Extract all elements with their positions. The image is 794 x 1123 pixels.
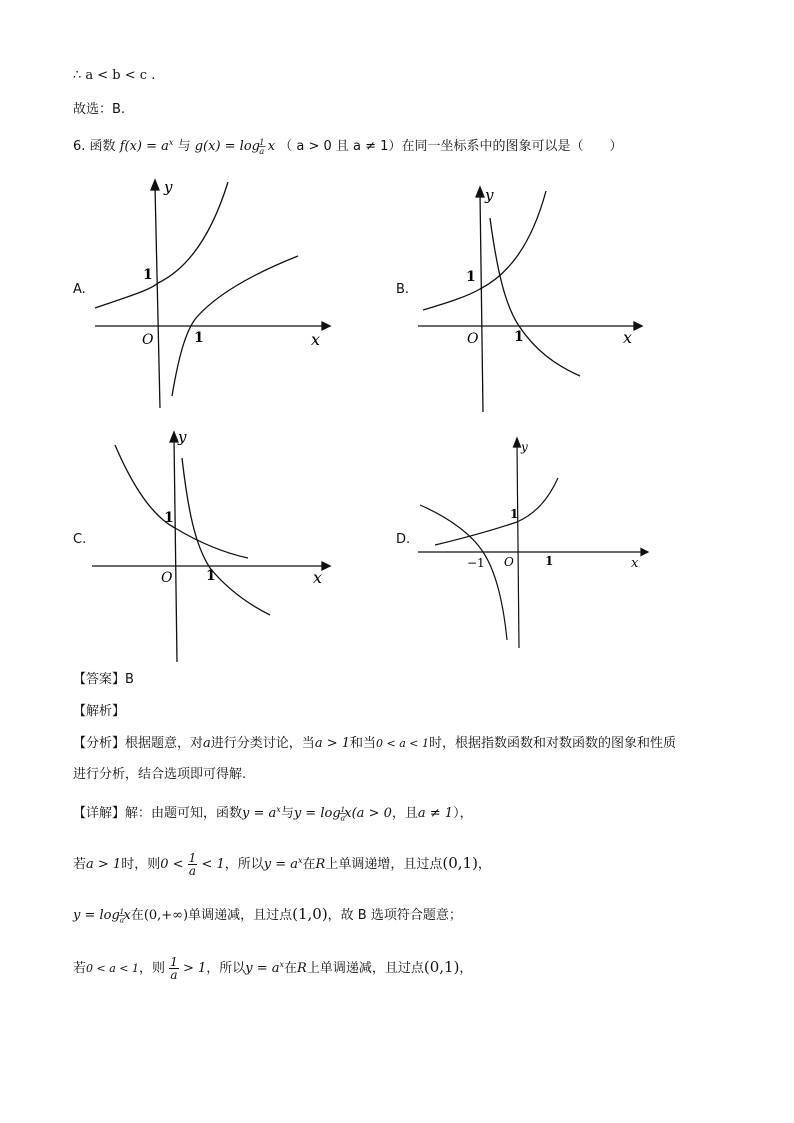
case1b-ylog: y = log bbox=[73, 908, 120, 923]
case1-line bbox=[73, 852, 491, 877]
case1b-point: (1,0) bbox=[292, 905, 328, 923]
case2-t3: 在 bbox=[284, 961, 298, 976]
case1-t2: ，所以 bbox=[224, 857, 264, 872]
detail-yax: y = a bbox=[242, 806, 277, 821]
analysis-tag: 【解析】 bbox=[73, 704, 126, 719]
option-a-label: A. bbox=[73, 282, 86, 297]
case2-point: (0,1) bbox=[423, 958, 460, 976]
question-and: 与 bbox=[177, 139, 191, 154]
case1-yax: y = a bbox=[263, 857, 299, 872]
case1b-num: 1 bbox=[119, 906, 125, 916]
g-expression: g(x) = log bbox=[194, 139, 260, 154]
fenxi-a: a bbox=[203, 736, 211, 751]
detail-t2: ，且 bbox=[391, 806, 418, 821]
case2-num: 1 bbox=[170, 955, 178, 969]
answer-tag: 【答案】 bbox=[73, 672, 126, 687]
case1-point: (0,1) bbox=[442, 854, 478, 872]
graph-b-x-label: x bbox=[623, 328, 633, 347]
answer-line bbox=[73, 671, 134, 689]
graph-b-origin: O bbox=[467, 331, 479, 347]
graph-d-origin: O bbox=[504, 555, 514, 569]
detail-sup: x bbox=[276, 805, 281, 814]
case1b-t3: ，故 B 选项符合题意； bbox=[327, 908, 462, 923]
graph-a-one-x: 1 bbox=[194, 330, 204, 346]
graph-d-y-axis bbox=[517, 444, 519, 648]
detail-tag: 【详解】 bbox=[73, 806, 126, 821]
graph-a-y-label: y bbox=[164, 178, 173, 196]
detail-xa: x(a > 0 bbox=[344, 806, 392, 821]
graph-a-origin: O bbox=[142, 332, 154, 348]
fenxi-line-1 bbox=[73, 735, 676, 753]
case2-line bbox=[73, 956, 472, 981]
question-intro: 函数 bbox=[89, 139, 116, 154]
case2-r: R bbox=[297, 961, 307, 976]
case1-t4: 上单调递增，且过点 bbox=[325, 857, 443, 872]
fenxi-t3: 和当 bbox=[350, 736, 377, 751]
detail-ylog: y = log bbox=[293, 806, 341, 821]
option-b-label: B. bbox=[396, 282, 410, 297]
graph-a-one-y: 1 bbox=[143, 267, 153, 283]
case1-t1: 时，则 bbox=[121, 857, 161, 872]
case2-sup: x bbox=[279, 960, 285, 969]
detail-and: 与 bbox=[280, 806, 294, 821]
fenxi-line-2 bbox=[73, 766, 246, 784]
case1-lhs: 0 < bbox=[160, 857, 184, 872]
case1-t3: 在 bbox=[302, 857, 316, 872]
analysis-line bbox=[73, 703, 125, 721]
case2-frac bbox=[169, 956, 179, 981]
case1-den: a bbox=[188, 864, 197, 878]
fenxi-t4: 时，根据指数函数和对数函数的图象和性质 bbox=[429, 736, 677, 751]
case2-den: a bbox=[170, 968, 178, 982]
case1b-t2: 单调递减，且过点 bbox=[188, 908, 293, 923]
case1-r: R bbox=[315, 857, 326, 872]
graph-a-x-label: x bbox=[311, 330, 321, 349]
question-tail: 在同一坐标系中的图象可以是（ ） bbox=[401, 139, 623, 154]
case1-cond: a > 1 bbox=[86, 857, 122, 872]
option-d-label: D. bbox=[396, 532, 411, 547]
graph-d-y-label: y bbox=[521, 440, 528, 454]
fenxi-t5: 进行分析，结合选项即可得解. bbox=[73, 767, 247, 782]
fenxi-t2: 进行分类讨论，当 bbox=[210, 736, 315, 751]
detail-t3: ）， bbox=[453, 806, 473, 821]
graph-d-neg-one-x: −1 bbox=[467, 556, 485, 570]
case1-num: 1 bbox=[188, 851, 197, 865]
fenxi-t1: 根据题意，对 bbox=[125, 736, 204, 751]
case2-t4: 上单调递减，且过点 bbox=[306, 961, 424, 976]
graph-b-one-y: 1 bbox=[466, 269, 476, 285]
case1b-x: x bbox=[123, 908, 131, 923]
graph-c-one-y: 1 bbox=[164, 510, 174, 526]
case2-yax: y = a bbox=[245, 961, 280, 976]
detail-num: 1 bbox=[339, 804, 345, 814]
question-condition: （ a > 0 且 a ≠ 1） bbox=[279, 139, 402, 154]
therefore-text: ∴ a < b < c . bbox=[73, 68, 156, 83]
graph-d-x-arrow bbox=[641, 549, 648, 556]
graph-d-one-x: 1 bbox=[545, 554, 554, 568]
fenxi-cond1: a > 1 bbox=[314, 736, 350, 751]
graph-b-y-label: y bbox=[485, 186, 494, 204]
question-number: 6. bbox=[73, 139, 86, 154]
option-c-label: C. bbox=[73, 532, 87, 547]
case1b-line bbox=[73, 903, 462, 928]
graph-b-one-x: 1 bbox=[514, 329, 524, 345]
case2-if: 若 bbox=[73, 961, 87, 976]
detail-log-base bbox=[339, 805, 345, 821]
case1-if: 若 bbox=[73, 857, 87, 872]
f-exponent: x bbox=[168, 138, 174, 147]
detail-t1: 解：由题可知，函数 bbox=[125, 806, 243, 821]
case1b-den: a bbox=[119, 915, 124, 925]
graph-d-y-arrow bbox=[514, 438, 521, 447]
log-base-num: 1 bbox=[259, 137, 265, 147]
case1b-interval: (0,+∞) bbox=[143, 908, 189, 923]
graph-d-exp-curve bbox=[435, 478, 558, 545]
graph-c-x-label: x bbox=[313, 568, 323, 587]
choose-text: 故选：B. bbox=[73, 102, 126, 117]
fenxi-tag: 【分析】 bbox=[73, 736, 126, 751]
detail-aneq: a ≠ 1 bbox=[417, 806, 454, 821]
case1-frac bbox=[188, 852, 198, 877]
case1-t5: ， bbox=[477, 857, 491, 872]
case2-t2: ，所以 bbox=[206, 961, 246, 976]
detail-den: a bbox=[340, 813, 345, 823]
case2-rhs: > 1 bbox=[182, 961, 207, 976]
answer-value: B bbox=[125, 672, 134, 687]
graph-d-one-y: 1 bbox=[510, 507, 519, 521]
case2-t5: ， bbox=[459, 961, 473, 976]
graph-c-origin: O bbox=[161, 570, 173, 586]
graph-d-x-label: x bbox=[631, 556, 639, 571]
fenxi-cond2: 0 < a < 1 bbox=[376, 737, 429, 750]
graph-d-log-curve bbox=[420, 505, 507, 640]
case1b-t1: 在 bbox=[130, 908, 144, 923]
log-base-den: a bbox=[259, 146, 265, 156]
case2-cond: 0 < a < 1 bbox=[86, 962, 139, 975]
case1b-log-base bbox=[118, 907, 124, 923]
g-variable: x bbox=[267, 139, 276, 154]
case2-t1: ，则 bbox=[139, 961, 166, 976]
case1-sup: x bbox=[298, 856, 303, 865]
case1-rhs: < 1 bbox=[201, 857, 225, 872]
f-expression: f(x) = a bbox=[119, 139, 169, 154]
graph-c-one-x: 1 bbox=[206, 568, 216, 584]
detail-line bbox=[73, 801, 473, 826]
graph-c-y-label: y bbox=[178, 428, 187, 446]
